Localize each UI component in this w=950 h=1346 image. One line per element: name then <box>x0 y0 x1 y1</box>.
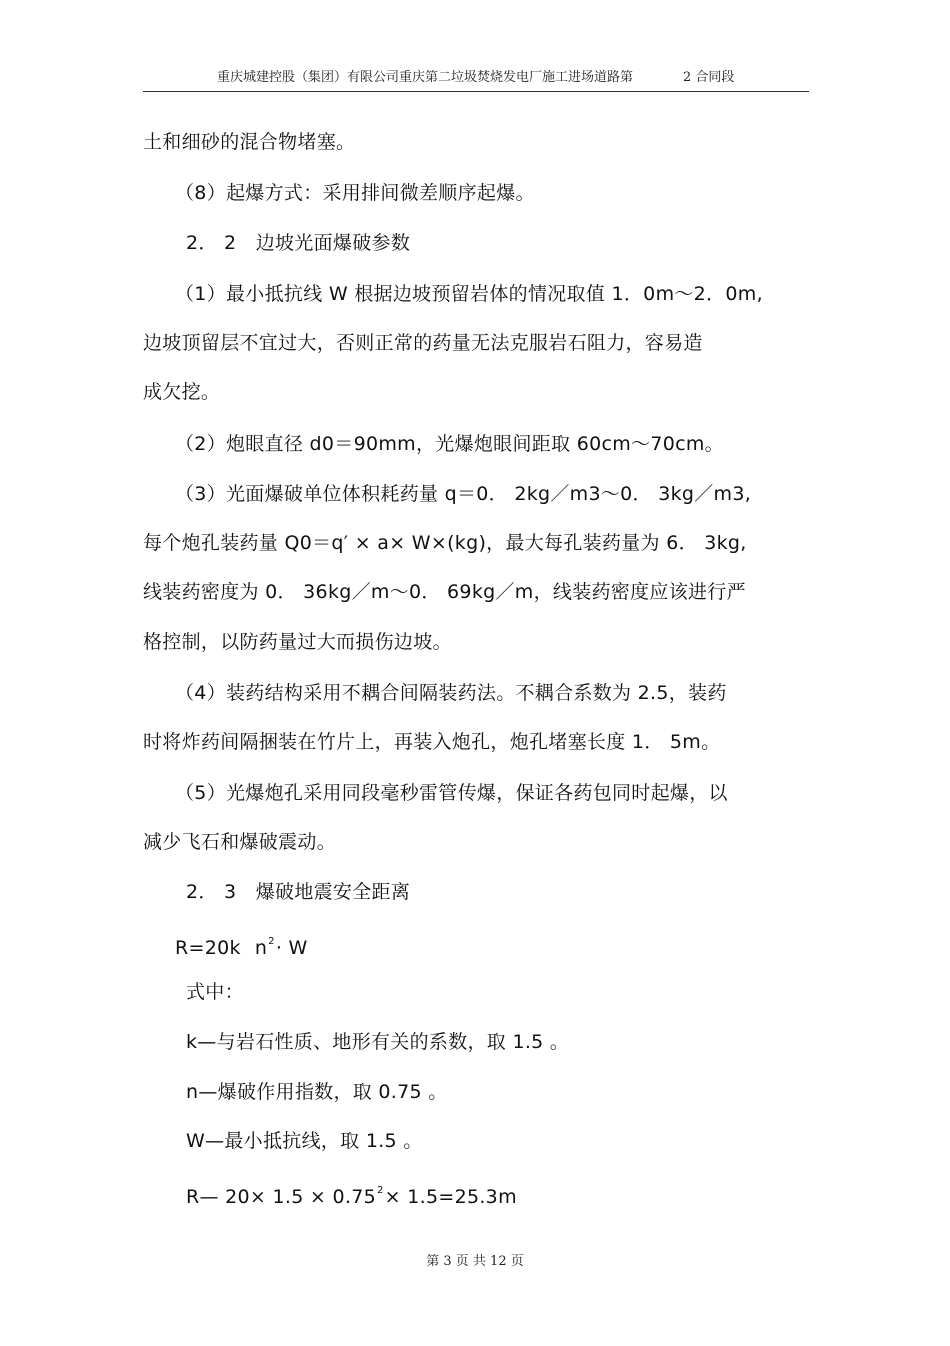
paragraph-line: 时将炸药间隔捆装在竹片上，再装入炮孔，炮孔堵塞长度 1． 5m。 <box>143 731 721 753</box>
paragraph-line: （8）起爆方式：采用排间微差顺序起爆。 <box>175 182 535 204</box>
paragraph-line: 线装药密度为 0． 36kg／m～0． 69kg／m，线装药密度应该进行严 <box>143 581 746 603</box>
header-section: 2 合同段 <box>683 70 735 85</box>
paragraph-line: 每个炮孔装药量 Q0＝q′ × a× W×(kg)，最大每孔装药量为 6． 3kg, <box>143 532 747 554</box>
where-label: 式中： <box>186 981 244 1003</box>
paragraph-line: （3）光面爆破单位体积耗药量 q＝0． 2kg／m3～0． 3kg／m3, <box>175 483 752 505</box>
definition-line: W—最小抵抗线，取 1.5 。 <box>186 1130 423 1152</box>
paragraph-line: 减少飞石和爆破震动。 <box>143 831 337 853</box>
paragraph-line: （4）装药结构采用不耦合间隔装药法。不耦合系数为 2.5，装药 <box>175 682 727 704</box>
page-footer: 第 3 页 共 12 页 <box>426 1254 524 1269</box>
page-header <box>143 66 809 88</box>
formula-var: n <box>254 937 268 959</box>
paragraph-line: 成欠挖。 <box>143 381 221 403</box>
result-exponent: 2 <box>377 1185 384 1196</box>
header-title: 重庆城建控股（集团）有限公司重庆第二垃圾焚烧发电厂施工进场道路第 <box>217 70 634 85</box>
paragraph-line: 边坡顶留层不宜过大，否则正常的药量无法克服岩石阻力，容易造 <box>143 332 703 354</box>
formula-exponent: 2 <box>268 936 275 947</box>
result-left: R— 20× 1.5 × 0.75 <box>186 1186 376 1208</box>
paragraph-line: （5）光爆炮孔采用同段毫秒雷管传爆，保证各药包同时起爆，以 <box>175 782 728 804</box>
result-line <box>186 1179 517 1209</box>
formula-right: · W <box>275 937 308 959</box>
definition-line: k—与岩石性质、地形有关的系数，取 1.5 。 <box>186 1031 570 1053</box>
definition-line: n—爆破作用指数，取 0.75 。 <box>186 1081 448 1103</box>
header-rule <box>143 91 809 92</box>
section-heading: 2． 3 爆破地震安全距离 <box>186 881 411 903</box>
formula-left: R=20k <box>175 937 241 959</box>
paragraph-line: （2）炮眼直径 d0＝90mm，光爆炮眼间距取 60cm～70cm。 <box>175 433 724 455</box>
paragraph-line: 格控制，以防药量过大而损伤边坡。 <box>143 631 452 653</box>
formula-line <box>175 930 308 960</box>
paragraph-line: （1）最小抵抗线 W 根据边坡预留岩体的情况取值 1．0m～2．0m, <box>175 283 763 305</box>
section-heading: 2． 2 边坡光面爆破参数 <box>186 232 411 254</box>
paragraph-line: 土和细砂的混合物堵塞。 <box>143 131 356 153</box>
result-right: × 1.5=25.3m <box>384 1186 517 1208</box>
